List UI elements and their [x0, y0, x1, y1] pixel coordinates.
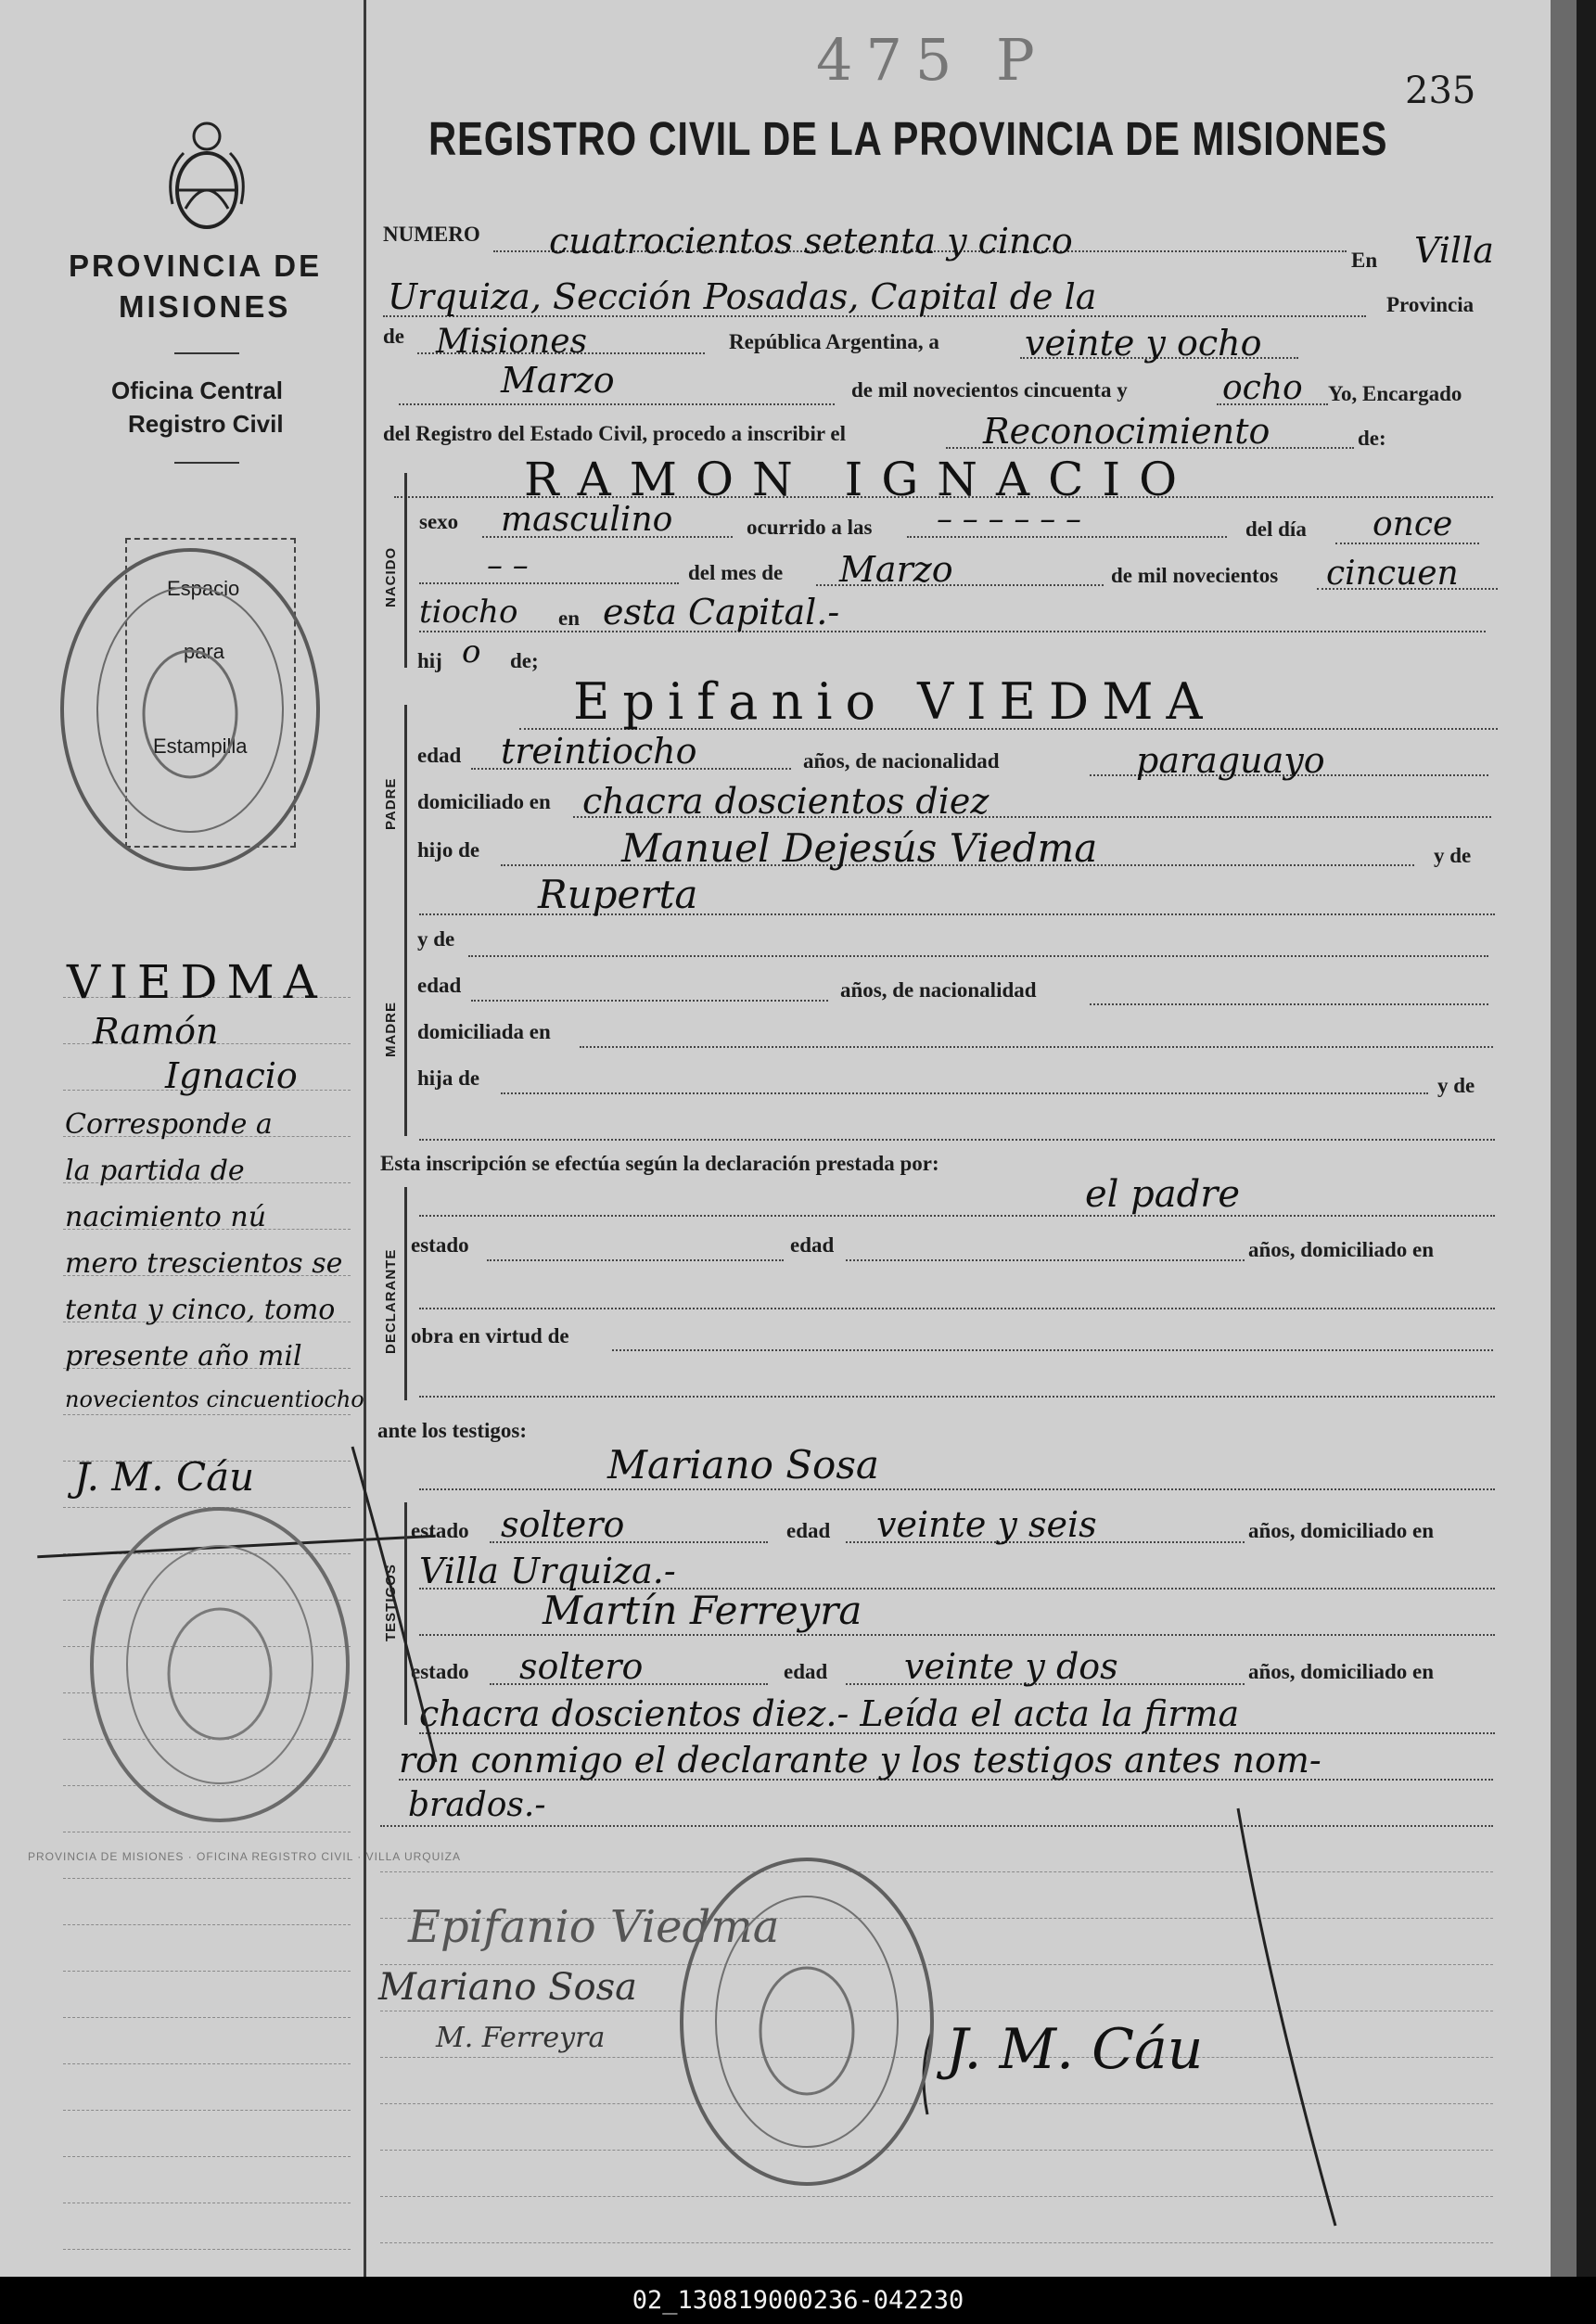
- document-title: REGISTRO CIVIL DE LA PROVINCIA DE MISIONES: [428, 112, 1388, 165]
- registro-label: del Registro del Estado Civil, procedo a inscribir el: [383, 422, 846, 445]
- hijo-value: o: [462, 633, 481, 670]
- margin-given-name: Ramón: [93, 1011, 219, 1052]
- month-value: Marzo: [501, 360, 615, 401]
- father-parents-label: hijo de: [417, 838, 480, 862]
- dia-value: once: [1373, 505, 1453, 543]
- obra-label: obra en virtud de: [411, 1324, 569, 1347]
- year-label: de mil novecientos cincuenta y: [851, 378, 1128, 402]
- witness-2-estado-label: estado: [411, 1660, 469, 1683]
- declarant-value: el padre: [1085, 1173, 1241, 1216]
- margin-note-line: novecientos cincuentiocho: [65, 1386, 364, 1412]
- stamp-box-label: Espacio: [167, 577, 240, 600]
- padre-section-label: PADRE: [383, 777, 399, 830]
- father-parent-2: Ruperta: [538, 872, 698, 917]
- margin-note-line: presente año mil: [65, 1340, 302, 1373]
- stamp-box-label-2: para: [184, 640, 225, 663]
- witness-2-domicile-label: años, domiciliado en: [1248, 1660, 1435, 1683]
- de-semicolon: de;: [510, 649, 539, 672]
- father-name: Epifanio VIEDMA: [573, 672, 1216, 731]
- father-address: chacra doscientos diez: [582, 781, 990, 822]
- witness-2-name: Martín Ferreyra: [543, 1588, 862, 1633]
- provincia-label: Provincia: [1386, 293, 1475, 316]
- witness-1-domicile: Villa Urquiza.-: [419, 1551, 676, 1591]
- margin-note-line: tenta y cinco, tomo: [65, 1294, 336, 1326]
- page-number: 235: [1405, 70, 1476, 112]
- father-age-label: edad: [417, 744, 462, 767]
- de-label: de: [383, 325, 404, 348]
- seal-ring-text: PROVINCIA DE MISIONES · OFICINA REGISTRO CIVIL · VILLA URQUIZA: [28, 1850, 461, 1863]
- witness-1-name: Mariano Sosa: [607, 1442, 879, 1488]
- anio-value: cincuen: [1326, 555, 1459, 593]
- registry-seal-stamp-bottom: [672, 1850, 941, 2203]
- hora-value: – – – – – –: [937, 501, 1082, 538]
- margin-note-line: nacimiento nú: [65, 1201, 267, 1233]
- numero-value: cuatrocientos setenta y cinco: [549, 221, 1073, 262]
- witness-1-estado: soltero: [501, 1504, 625, 1545]
- province-heading-2: MISIONES: [119, 289, 291, 324]
- act-value: Reconocimiento: [983, 411, 1270, 452]
- year-value: ocho: [1222, 369, 1303, 407]
- margin-signature: J. M. Cáu: [74, 1454, 255, 1500]
- mes-label: del mes de: [688, 561, 784, 584]
- lugar-value: esta Capital.-: [603, 592, 840, 632]
- father-age: treintiocho: [501, 731, 697, 772]
- encargado-label: Yo, Encargado: [1328, 382, 1462, 405]
- father-parent-1: Manuel Dejesús Viedma: [621, 825, 1098, 871]
- nacido-section-label: NACIDO: [383, 546, 399, 607]
- margin-note-line: Corresponde a: [65, 1108, 273, 1141]
- anio-label: de mil novecientos: [1111, 564, 1279, 587]
- father-y-de-label: y de: [1434, 844, 1472, 867]
- declarant-edad-label: edad: [790, 1233, 835, 1257]
- closing-line-2: ron conmigo el declarante y los testigos antes nom-: [399, 1740, 1321, 1781]
- province-value: Misiones: [436, 323, 588, 361]
- en-label-2: en: [558, 607, 580, 630]
- madre-nationality-label: años, de nacionalidad: [840, 978, 1037, 1002]
- madre-age-label: edad: [417, 974, 462, 997]
- witness-2-edad-label: edad: [784, 1660, 828, 1683]
- signature-witness-2: M. Ferreyra: [436, 2022, 606, 2054]
- signature-officer: J. M. Cáu: [946, 2017, 1204, 2082]
- ocurrido-label: ocurrido a las: [747, 516, 873, 539]
- mes-value: Marzo: [839, 549, 953, 590]
- day-value: veinte y ocho: [1025, 323, 1262, 364]
- declarante-section-label: DECLARANTE: [383, 1248, 399, 1354]
- father-address-label: domiciliado en: [417, 790, 551, 813]
- nationality-label: años, de nacionalidad: [803, 749, 1000, 773]
- archive-number: 475 P: [816, 26, 1048, 94]
- hijo-label: hij: [417, 649, 442, 672]
- signature-father: Epifanio Viedma: [408, 1901, 780, 1953]
- declarant-domicile-label: años, domiciliado en: [1248, 1238, 1435, 1261]
- numero-label: NUMERO: [383, 223, 480, 246]
- office-name: Oficina Central: [111, 377, 283, 404]
- margin-note-line: la partida de: [65, 1155, 245, 1187]
- sexo-value: masculino: [501, 501, 673, 539]
- witnesses-label: ante los testigos:: [377, 1419, 527, 1442]
- declarant-estado-label: estado: [411, 1233, 469, 1257]
- en-value: Villa: [1414, 230, 1494, 271]
- hora-dash: – –: [487, 547, 529, 584]
- signature-witness-1: Mariano Sosa: [378, 1966, 637, 2009]
- witness-1-edad: veinte y seis: [876, 1504, 1097, 1545]
- de-colon: de:: [1358, 427, 1386, 450]
- madre-parents-label: hija de: [417, 1066, 480, 1090]
- child-name: RAMON IGNACIO: [524, 453, 1196, 506]
- madre-address-label: domiciliada en: [417, 1020, 551, 1043]
- footer-file-id: 02_130819000236-042230: [0, 2277, 1596, 2324]
- witness-1-domicile-label: años, domiciliado en: [1248, 1519, 1435, 1542]
- declaration-label: Esta inscripción se efectúa según la declaración prestada por:: [380, 1152, 939, 1175]
- republica-label: República Argentina, a: [729, 330, 939, 353]
- place-value: Urquiza, Sección Posadas, Capital de la: [388, 276, 1097, 317]
- margin-given-name-2: Ignacio: [165, 1055, 298, 1096]
- province-heading: PROVINCIA DE: [69, 249, 323, 283]
- father-nationality: paraguayo: [1136, 740, 1325, 781]
- dia-label: del día: [1245, 517, 1307, 541]
- madre-section-label: MADRE: [383, 1002, 399, 1057]
- closing-line-1: chacra doscientos diez.- Leída el acta la firma: [419, 1693, 1240, 1734]
- madre-y-de-label: y de: [417, 927, 455, 951]
- testigos-section-label: TESTIGOS: [383, 1564, 399, 1641]
- anio-value-2: tiocho: [419, 594, 518, 631]
- margin-note-line: mero trescientos se: [65, 1247, 343, 1280]
- office-name-2: Registro Civil: [128, 410, 284, 438]
- margin-surname: VIEDMA: [67, 955, 326, 1009]
- stamp-box-label-3: Estampilla: [153, 734, 248, 758]
- closing-line-3: brados.-: [408, 1786, 546, 1824]
- madre-y-de-label-2: y de: [1437, 1074, 1475, 1097]
- witness-2-estado: soltero: [519, 1646, 644, 1687]
- witness-2-edad: veinte y dos: [904, 1646, 1118, 1687]
- en-label: En: [1351, 249, 1378, 272]
- witness-1-estado-label: estado: [411, 1519, 469, 1542]
- witness-1-edad-label: edad: [786, 1519, 831, 1542]
- sexo-label: sexo: [419, 510, 459, 533]
